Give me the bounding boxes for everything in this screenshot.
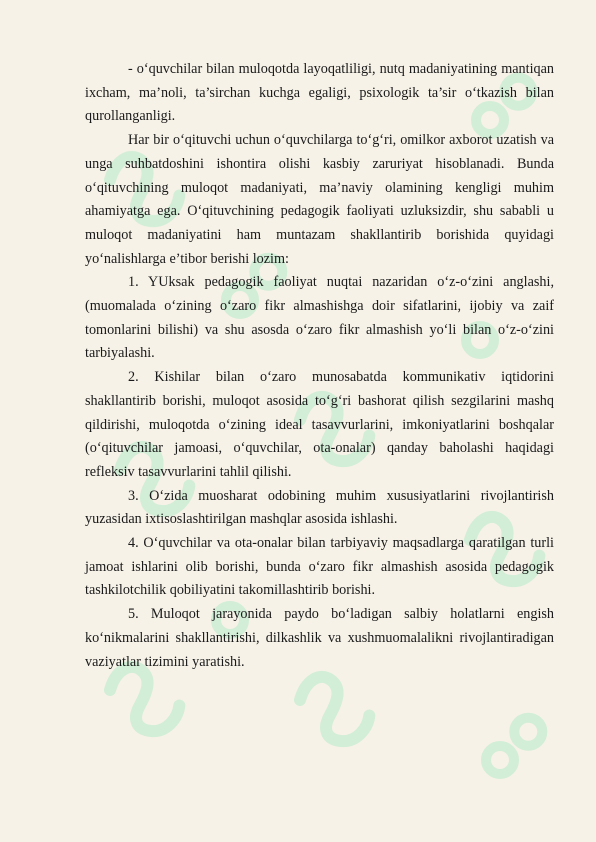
paragraph-item-3: 3. O‘zida muosharat odobining muhim xususiyatlarini rivojlantirish yuzasidan ixtisoslashtirilgan mashqlar asosida ishlashi.: [85, 487, 554, 528]
paragraph-item-4: 4. O‘quvchilar va ota-onalar bilan tarbiyaviy maqsadlarga qaratilgan turli jamoat ishlarini olib borishi, bunda o‘zaro fikr almashish asosida pedagogik tashkilotchilik qobiliyatini takomillashtirib borishi.: [85, 535, 554, 599]
paragraph-teacher-communication: Har bir o‘qituvchi uchun o‘quvchilarga to‘g‘ri, omilkor axborot uzatish va unga suhbatdoshini ishontira olishi kasbiy zaruriyat hisoblanadi. Bunda o‘qituvchining muloqot madaniyati, ma’naviy olamining kengligi muhim ahamiyatga ega. O‘qituvchining pedagogik faoliyati uzluksizdir, shu sababli u muloqot madaniyatini ham muntazam shakllantirib borishida quyidagi yo‘nalishlarga e’tibor berishi lozim:: [85, 132, 554, 267]
paragraph-item-2: 2. Kishilar bilan o‘zaro munosabatda kommunikativ iqtidorini shakllantirib borishi, muloqot asosida to‘g‘ri bashorat qilish sezgilarini mashq qildirishi, muloqotda o‘zining ideal tasavvurlarini, imkoniyatlarini boshqalar (o‘qituvchilar jamoasi, o‘quvchilar, ota-onalar) qanday baholashi haqidagi refleksiv tasavvurlarini tahlil qilishi.: [85, 369, 554, 480]
paragraph-item-1: 1. YUksak pedagogik faoliyat nuqtai nazaridan o‘z-o‘zini anglashi, (muomalada o‘zining o‘zaro fikr almashishga doir sifatlarini, ijobiy va zaif tomonlarini bilishi) va shu asosda o‘zaro fikr almashish yo‘li bilan o‘z-o‘zini tarbiyalashi.: [85, 274, 554, 362]
document-body: [85, 58, 554, 674]
paragraph-item-5: 5. Muloqot jarayonida paydo bo‘ladigan salbiy holatlarni engish ko‘nikmalarini shakllantirishi, dilkashlik va xushmuomalalikni rivojlantiradigan vaziyatlar tizimini yaratishi.: [85, 606, 554, 670]
paragraph-intro-dash: - o‘quvchilar bilan muloqotda layoqatliligi, nutq madaniyatining mantiqan ixcham, ma’noli, ta’sirchan kuchga egaligi, psixologik ta’sir o‘tkazish bilan qurollanganligi.: [85, 61, 554, 125]
